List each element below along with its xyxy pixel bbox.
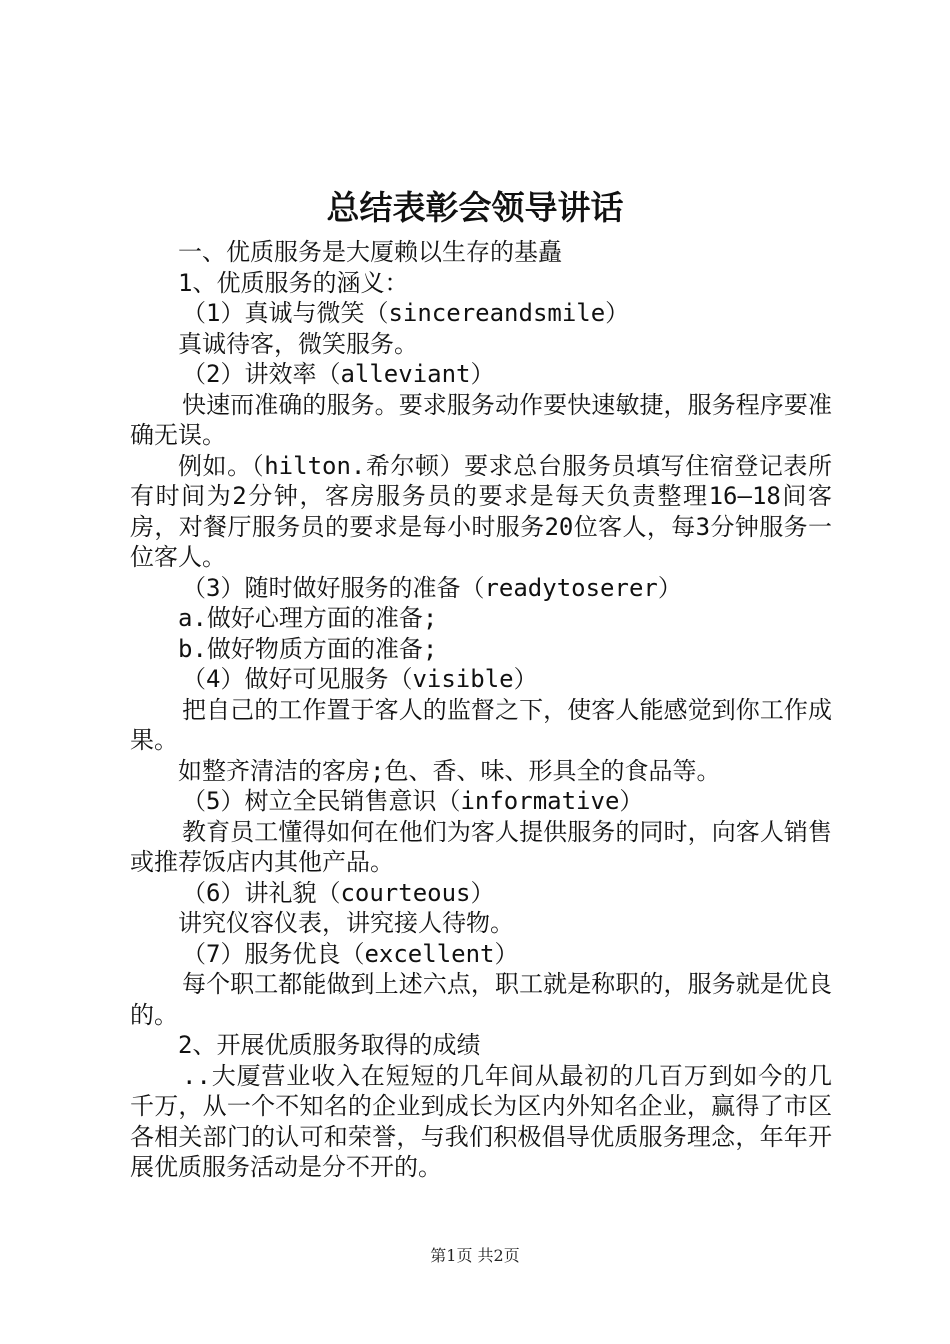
- item-heading: （1）真诚与微笑（sincereandsmile）: [182, 299, 630, 327]
- document-title: 总结表彰会领导讲话: [326, 188, 624, 227]
- item-heading: （5）树立全民销售意识（informative）: [182, 787, 644, 815]
- paragraph: 把自己的工作置于客人的监督之下，使客人能感觉到你工作成果。: [130, 695, 832, 754]
- item-heading: （3）随时做好服务的准备（readytoserer）: [182, 573, 682, 602]
- subsection-heading: 2、开展优质服务取得的成绩: [178, 1031, 481, 1059]
- document-body: [130, 237, 832, 1183]
- list-item: b.做好物质方面的准备;: [178, 634, 438, 663]
- item-heading: （6）讲礼貌（courteous）: [182, 878, 495, 907]
- page-number: 第1页 共2页: [430, 1246, 520, 1265]
- item-heading: （7）服务优良（excellent）: [182, 939, 519, 968]
- paragraph: 快速而准确的服务。要求服务动作要快速敏捷，服务程序要准确无误。: [130, 390, 832, 449]
- section-heading: 一、优质服务是大厦赖以生存的基矗: [178, 238, 562, 266]
- paragraph: 例如。（hilton.希尔顿）要求总台服务员填写住宿登记表所有时间为2分钟，客房服务员的要求是每天负责整理16—18间客房，对餐厅服务员的要求是每小时服务20位客人，每3分钟服务一位客人。: [130, 451, 832, 571]
- paragraph: ..大厦营业收入在短短的几年间从最初的几百万到如今的几千万，从一个不知名的企业到成长为区内外知名企业，赢得了市区各相关部门的认可和荣誉，与我们积极倡导优质服务理念，年年开展优质服务活动是分不开的。: [130, 1061, 832, 1181]
- subsection-heading: 1、优质服务的涵义：: [178, 268, 409, 297]
- list-item: a.做好心理方面的准备;: [178, 604, 438, 632]
- paragraph: 真诚待客，微笑服务。: [178, 329, 418, 358]
- item-heading: （2）讲效率（alleviant）: [182, 360, 495, 388]
- paragraph: 如整齐清洁的客房;色、香、味、形具全的食品等。: [178, 756, 721, 785]
- paragraph: 每个职工都能做到上述六点，职工就是称职的，服务就是优良的。: [130, 970, 832, 1029]
- item-heading: （4）做好可见服务（visible）: [182, 665, 538, 693]
- paragraph: 讲究仪容仪表，讲究接人待物。: [178, 909, 514, 937]
- paragraph: 教育员工懂得如何在他们为客人提供服务的同时，向客人销售或推荐饭店内其他产品。: [130, 817, 832, 876]
